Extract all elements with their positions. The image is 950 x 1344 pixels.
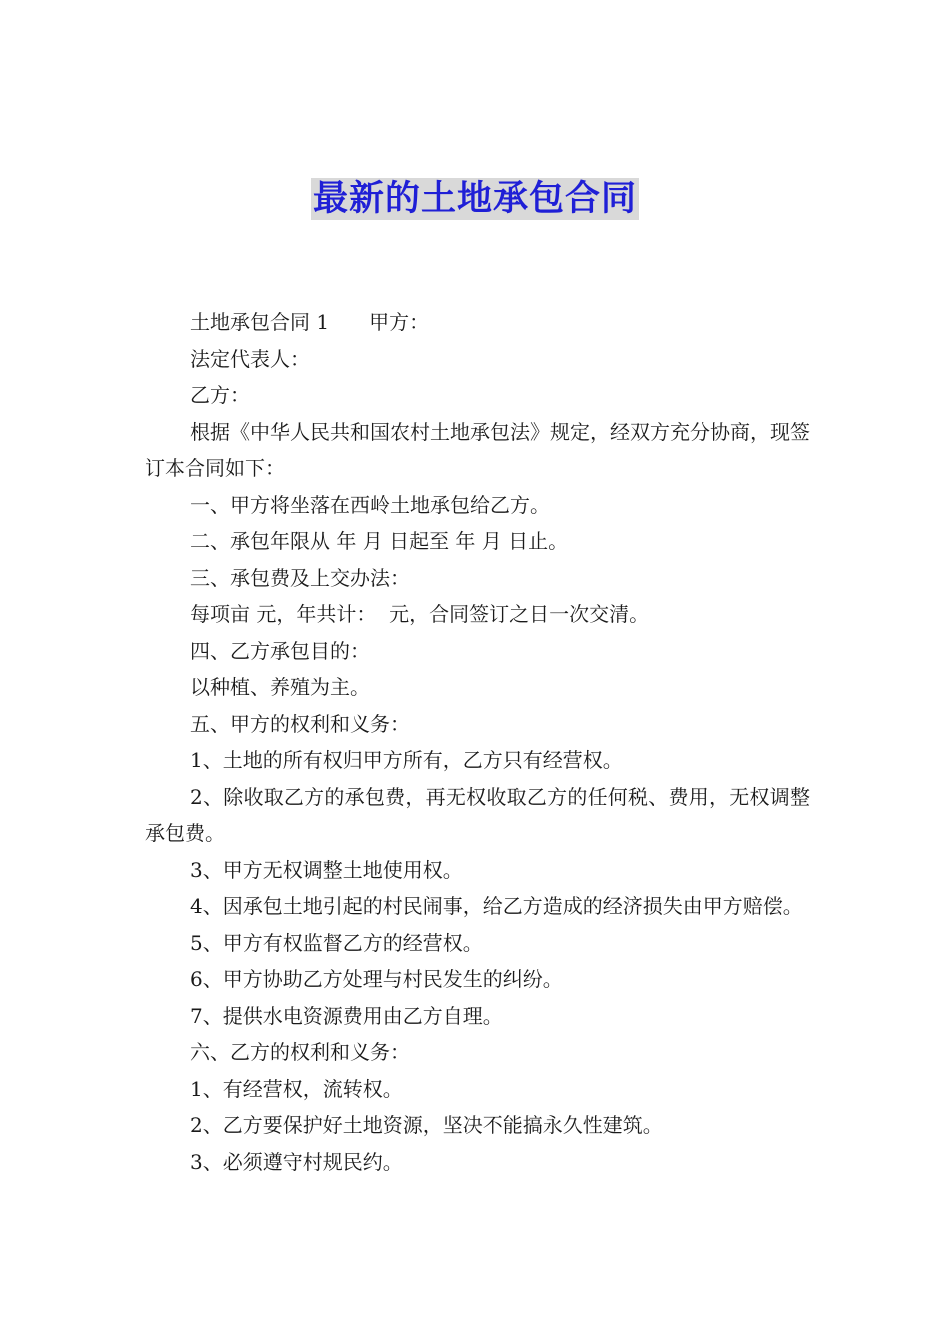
paragraph-clause-5: 五、甲方的权利和义务： (190, 711, 410, 736)
paragraph-purpose-detail: 以种植、养殖为主。 (190, 675, 370, 699)
paragraph-party-a-item-2: 2、除收取乙方的承包费，再无权收取乙方的任何税、费用，无权调整承包费。 (145, 784, 810, 845)
document-body (145, 304, 810, 1180)
document-title: 最新的土地承包合同 (312, 179, 637, 219)
paragraph-party-a-item-4: 4、因承包土地引起的村民闹事，给乙方造成的经济损失由甲方赔偿。 (190, 894, 803, 918)
paragraph-legal-representative: 法定代表人： (190, 346, 310, 371)
paragraph-party-a-item-5: 5、甲方有权监督乙方的经营权。 (190, 930, 483, 955)
paragraph-preamble: 根据《中华人民共和国农村土地承包法》规定，经双方充分协商，现签订本合同如下： (145, 419, 810, 480)
paragraph-party-a-item-3: 3、甲方无权调整土地使用权。 (190, 857, 463, 882)
paragraph-clause-3: 三、承包费及上交办法： (190, 565, 410, 590)
paragraph-clause-4: 四、乙方承包目的： (190, 638, 370, 663)
paragraph-party-b-item-1: 1、有经营权，流转权。 (190, 1076, 403, 1101)
title-container (0, 178, 950, 220)
paragraph-contract-number: 土地承包合同 1 甲方： (190, 310, 430, 334)
paragraph-party-a-item-6: 6、甲方协助乙方处理与村民发生的纠纷。 (190, 967, 563, 991)
paragraph-party-b-item-2: 2、乙方要保护好土地资源，坚决不能搞永久性建筑。 (190, 1113, 663, 1137)
paragraph-fee-detail: 每项亩 元，年共计： 元，合同签订之日一次交清。 (190, 602, 650, 626)
paragraph-party-a-item-7: 7、提供水电资源费用由乙方自理。 (190, 1003, 503, 1028)
paragraph-party-b-item-3: 3、必须遵守村规民约。 (190, 1149, 403, 1174)
paragraph-clause-2: 二、承包年限从 年 月 日起至 年 月 日止。 (190, 529, 569, 553)
paragraph-clause-6: 六、乙方的权利和义务： (190, 1040, 410, 1064)
paragraph-clause-1: 一、甲方将坐落在西岭土地承包给乙方。 (190, 492, 550, 517)
paragraph-party-a-item-1: 1、土地的所有权归甲方所有，乙方只有经营权。 (190, 748, 623, 772)
paragraph-party-b: 乙方： (190, 383, 250, 407)
